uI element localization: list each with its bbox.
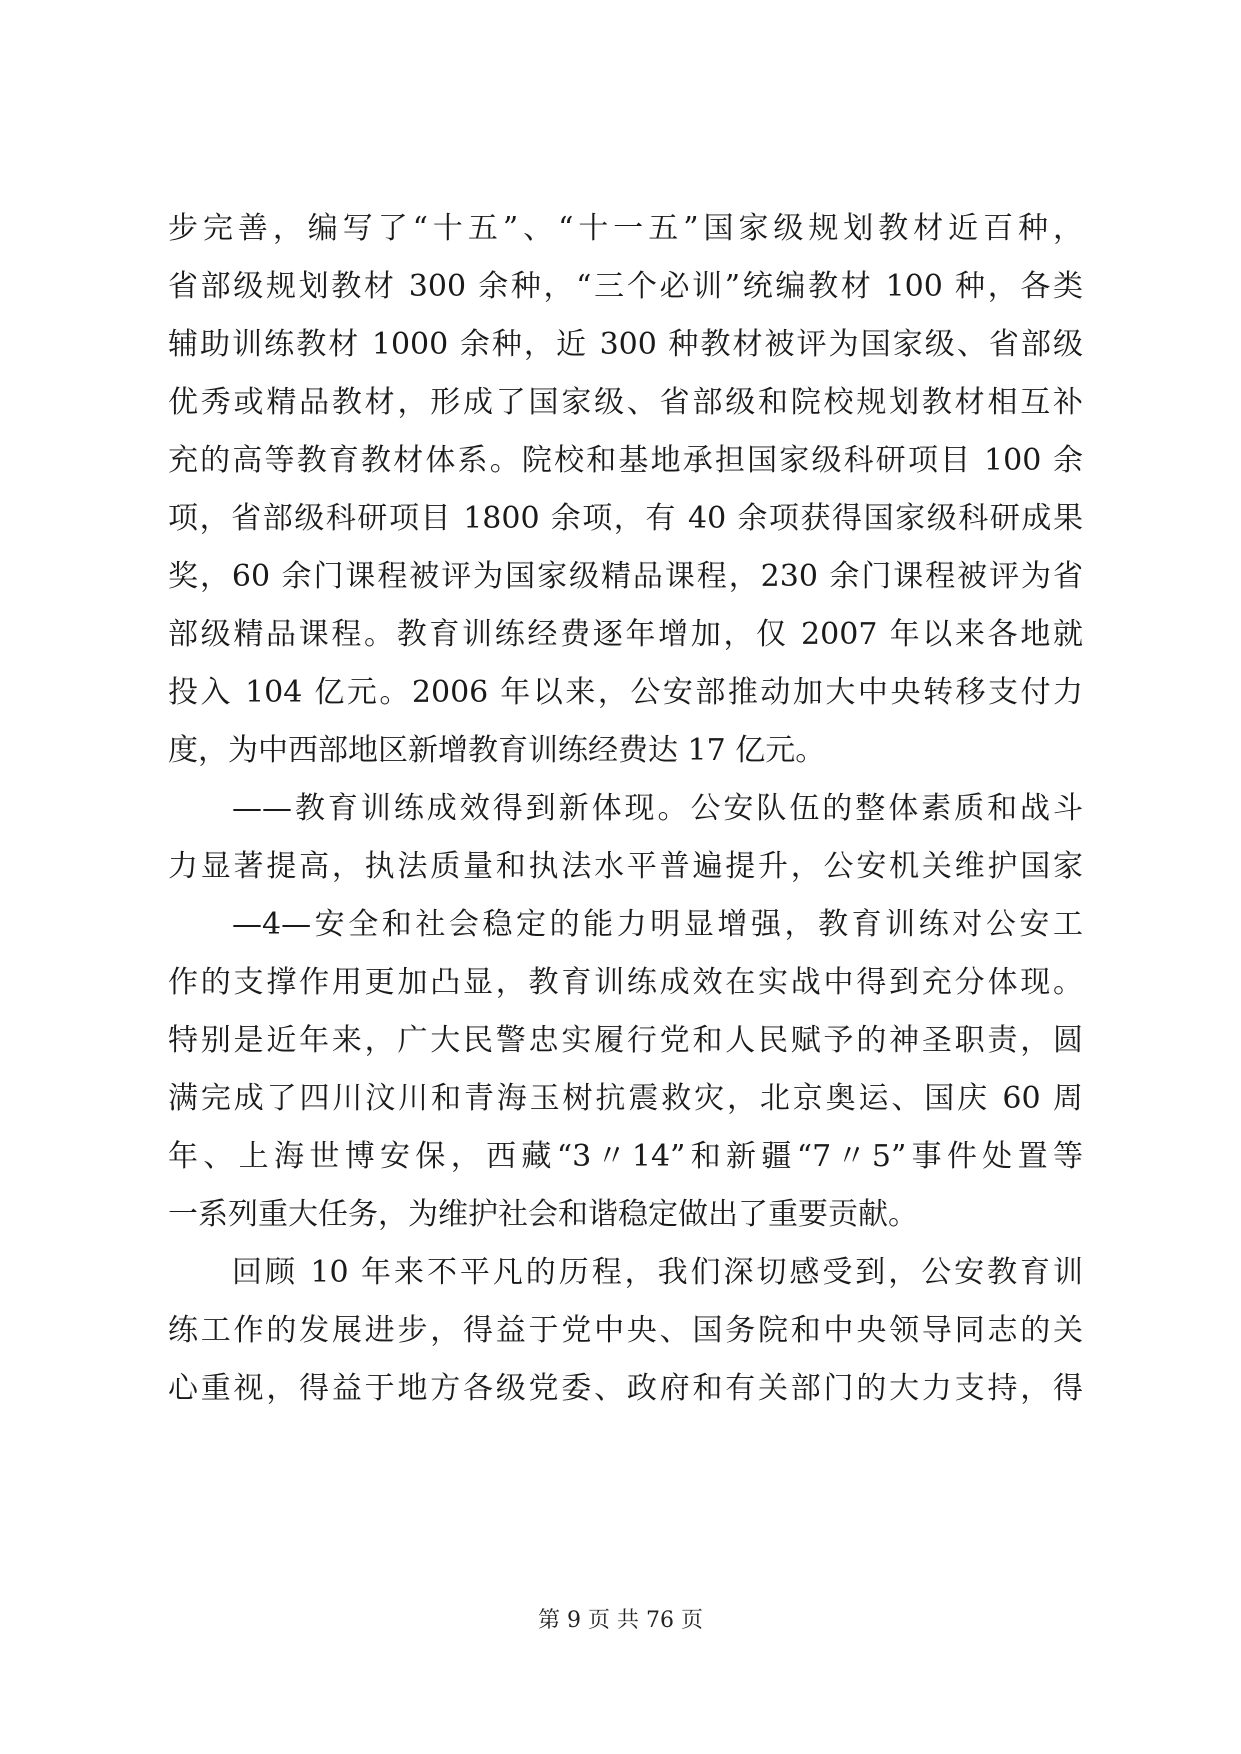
text-line: 心重视，得益于地方各级党委、政府和有关部门的大力支持，得: [168, 1371, 1083, 1406]
text-line: 步完善，编写了“十五”、“十一五”国家级规划教材近百种，: [168, 211, 1083, 246]
text-line: 省部级规划教材 300 余种，“三个必训”统编教材 100 种，各类: [168, 269, 1083, 304]
text-line: 特别是近年来，广大民警忠实履行党和人民赋予的神圣职责，圆: [168, 1023, 1083, 1058]
text-line: 充的高等教育教材体系。院校和基地承担国家级科研项目 100 余: [168, 443, 1083, 478]
text-line: 奖，60 余门课程被评为国家级精品课程，230 余门课程被评为省: [168, 559, 1083, 594]
text-line: 作的支撑作用更加凸显，教育训练成效在实战中得到充分体现。: [168, 965, 1083, 1000]
page-number-footer: 第 9 页 共 76 页: [538, 1608, 703, 1633]
text-line: 辅助训练教材 1000 余种，近 300 种教材被评为国家级、省部级: [168, 327, 1083, 362]
text-line: 练工作的发展进步，得益于党中央、国务院和中央领导同志的关: [168, 1313, 1083, 1348]
paragraph-first-line: 回顾 10 年来不平凡的历程，我们深切感受到，公安教育训: [232, 1255, 1083, 1290]
text-line: 力显著提高，执法质量和执法水平普遍提升，公安机关维护国家: [168, 849, 1083, 884]
text-line: 投入 104 亿元。2006 年以来，公安部推动加大中央转移支付力: [168, 675, 1083, 710]
text-line: 度，为中西部地区新增教育训练经费达 17 亿元。: [168, 733, 826, 768]
text-line: 部级精品课程。教育训练经费逐年增加，仅 2007 年以来各地就: [168, 617, 1083, 652]
text-line: 优秀或精品教材，形成了国家级、省部级和院校规划教材相互补: [168, 385, 1083, 420]
text-line: —4—安全和社会稳定的能力明显增强，教育训练对公安工: [232, 907, 1083, 942]
text-line: 一系列重大任务，为维护社会和谐稳定做出了重要贡献。: [168, 1197, 918, 1232]
text-line: 项，省部级科研项目 1800 余项，有 40 余项获得国家级科研成果: [168, 501, 1083, 536]
paragraph-first-line: ——教育训练成效得到新体现。公安队伍的整体素质和战斗: [232, 791, 1083, 826]
text-line: 满完成了四川汶川和青海玉树抗震救灾，北京奥运、国庆 60 周: [168, 1081, 1083, 1116]
text-line: 年、上海世博安保，西藏“3〃14”和新疆“7〃5”事件处置等: [168, 1139, 1083, 1174]
